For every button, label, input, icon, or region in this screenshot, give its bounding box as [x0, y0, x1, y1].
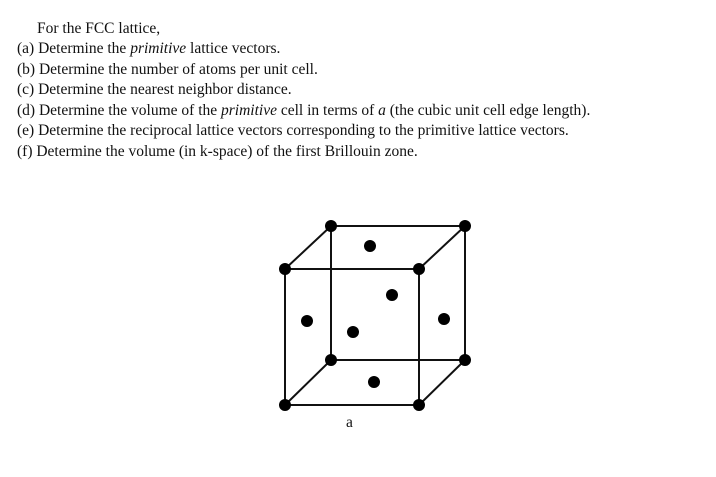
- corner-atom: [279, 399, 291, 411]
- corner-atom: [459, 354, 471, 366]
- question-a: [17, 39, 590, 60]
- problem-intro: For the FCC lattice,: [37, 20, 161, 37]
- question-text: (c) Determine the nearest neighbor distance.: [17, 81, 292, 98]
- question-list: [17, 39, 590, 162]
- corner-atom: [325, 220, 337, 232]
- cube-edge: [285, 226, 331, 269]
- question-b: [17, 60, 590, 81]
- face-center-atom: [386, 289, 398, 301]
- question-e: [17, 121, 590, 142]
- corner-atom: [325, 354, 337, 366]
- fcc-cube-diagram: [270, 215, 480, 415]
- face-center-atom: [364, 240, 376, 252]
- question-text: cell in terms of: [276, 101, 379, 119]
- fcc-cube-figure: [270, 215, 480, 440]
- cube-edge: [419, 226, 465, 269]
- question-d: [17, 101, 590, 122]
- question-text: (a) Determine the: [17, 40, 131, 57]
- corner-atom: [279, 263, 291, 275]
- question-f: [17, 142, 590, 163]
- question-c: [17, 80, 590, 101]
- face-center-atom: [438, 313, 450, 325]
- question-text: (b) Determine the number of atoms per unit cell.: [17, 60, 318, 78]
- face-center-atom: [301, 315, 313, 327]
- question-emphasis: a: [378, 101, 386, 119]
- question-text: lattice vectors.: [186, 40, 281, 57]
- question-text: (the cubic unit cell edge length).: [385, 101, 591, 119]
- face-center-atom: [347, 326, 359, 338]
- question-emphasis: primitive: [130, 40, 187, 57]
- corner-atom: [413, 263, 425, 275]
- edge-length-label: a: [346, 414, 353, 431]
- face-center-atom: [368, 376, 380, 388]
- corner-atom: [413, 399, 425, 411]
- question-text: (e) Determine the reciprocal lattice vectors corresponding to the primitive lattice vectors.: [17, 122, 569, 139]
- cube-edge: [419, 360, 465, 405]
- question-text: (d) Determine the volume of the: [17, 101, 222, 119]
- question-text: (f) Determine the volume (in k-space) of the first Brillouin zone.: [17, 142, 418, 160]
- corner-atom: [459, 220, 471, 232]
- cube-edge: [285, 360, 331, 405]
- question-emphasis: primitive: [221, 101, 277, 119]
